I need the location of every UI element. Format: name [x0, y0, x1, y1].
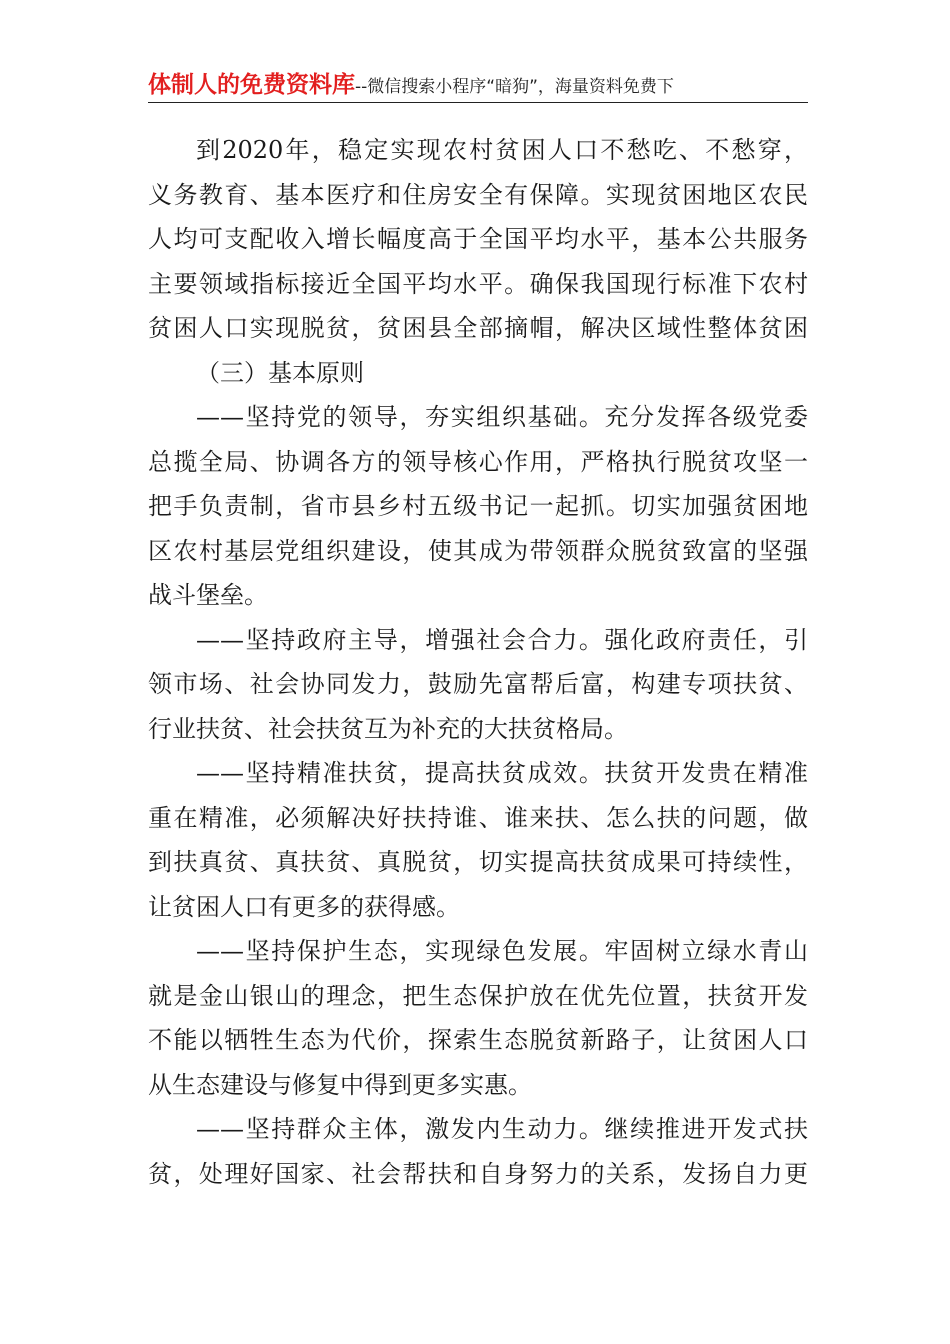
text-line: 让贫困人口有更多的获得感。 — [148, 892, 460, 921]
text-line: 区农村基层党组织建设，使其成为带领群众脱贫致富的坚强 — [148, 536, 808, 565]
header-slogan: --微信搜索小程序“暗狗”，海量资料免费下 — [355, 77, 674, 97]
text-line: 不能以牺牲生态为代价，探索生态脱贫新路子，让贫困人口 — [148, 1026, 808, 1054]
paragraph-goal — [148, 128, 808, 351]
text-line: 人均可支配收入增长幅度高于全国平均水平，基本公共服务 — [148, 225, 808, 253]
page-header — [148, 70, 808, 103]
text-line: 从生态建设与修复中得到更多实惠。 — [148, 1070, 532, 1099]
text-line: 义务教育、基本医疗和住房安全有保障。实现贫困地区农民 — [148, 180, 808, 209]
text-line: 贫困人口实现脱贫，贫困县全部摘帽，解决区域性整体贫困 — [148, 314, 808, 342]
paragraph-principle-3 — [148, 751, 808, 929]
text-line: 行业扶贫、社会扶贫互为补充的大扶贫格局。 — [148, 714, 628, 743]
paragraph-principle-2 — [148, 618, 808, 752]
document-body — [148, 128, 808, 1196]
section-heading: （三）基本原则 — [196, 358, 364, 387]
text-line: ——坚持群众主体，激发内生动力。继续推进开发式扶 — [196, 1115, 808, 1143]
text-line: 贫，处理好国家、社会帮扶和自身努力的关系，发扬自力更 — [148, 1159, 808, 1188]
text-line: 重在精准，必须解决好扶持谁、谁来扶、怎么扶的问题，做 — [148, 803, 808, 832]
paragraph-principle-1 — [148, 395, 808, 618]
text-line: ——坚持精准扶贫，提高扶贫成效。扶贫开发贵在精准 — [196, 759, 808, 787]
text-line: ——坚持保护生态，实现绿色发展。牢固树立绿水青山 — [196, 937, 808, 965]
text-line: ——坚持党的领导，夯实组织基础。充分发挥各级党委 — [196, 403, 808, 431]
text-line: ——坚持政府主导，增强社会合力。强化政府责任，引 — [196, 625, 808, 654]
text-line: 到2020年，稳定实现农村贫困人口不愁吃、不愁穿， — [196, 136, 808, 164]
text-line: 领市场、社会协同发力，鼓励先富帮后富，构建专项扶贫、 — [148, 670, 808, 698]
text-line: 主要领域指标接近全国平均水平。确保我国现行标准下农村 — [148, 269, 808, 298]
text-line: 就是金山银山的理念，把生态保护放在优先位置，扶贫开发 — [148, 981, 808, 1010]
text-line: 战斗堡垒。 — [148, 581, 268, 609]
paragraph-principle-5 — [148, 1107, 808, 1196]
paragraph-principle-4 — [148, 929, 808, 1107]
text-line: 总揽全局、协调各方的领导核心作用，严格执行脱贫攻坚一 — [148, 447, 808, 476]
text-line: 到扶真贫、真扶贫、真脱贫，切实提高扶贫成果可持续性， — [148, 848, 808, 876]
header-brand: 体制人的免费资料库 — [148, 72, 355, 98]
text-line: 把手负责制，省市县乡村五级书记一起抓。切实加强贫困地 — [148, 492, 808, 520]
